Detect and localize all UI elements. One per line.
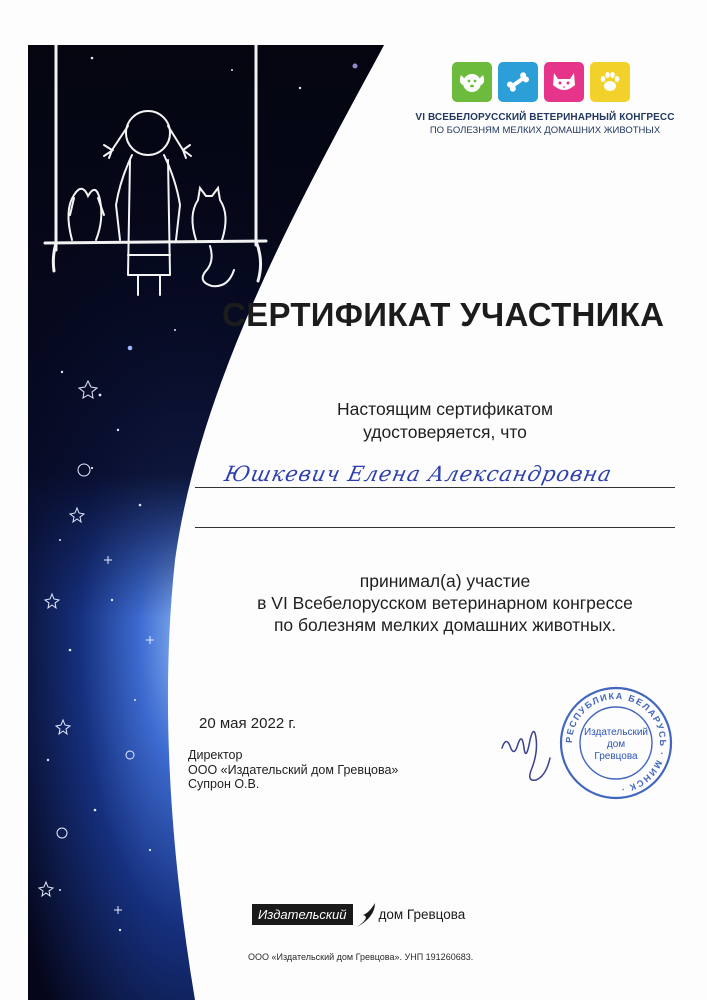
director-block — [188, 748, 398, 792]
congress-subtitle: ПО БОЛЕЗНЯМ МЕЛКИХ ДОМАШНИХ ЖИВОТНЫХ — [429, 125, 661, 136]
intro-line-1: Настоящим сертификатом — [337, 399, 553, 419]
official-stamp — [556, 683, 676, 803]
participation-line-3: по болезням мелких домашних животных. — [273, 615, 617, 635]
recipient-name: Юшкевич Елена Александровна — [222, 462, 615, 486]
publisher-logo — [252, 899, 465, 929]
cat-icon — [549, 69, 579, 95]
participation-line-2: в VI Всебелорусском ветеринарном конгрессе — [257, 593, 633, 613]
publisher-right: дом Гревцова — [378, 906, 466, 922]
bone-logo — [498, 62, 538, 102]
issue-date: 20 мая 2022 г. — [199, 715, 297, 732]
certificate-title: СЕРТИФИКАТ УЧАСТНИКА — [222, 296, 665, 333]
director-name: Супрон О.В. — [188, 777, 260, 791]
congress-logos — [452, 62, 630, 102]
congress-title: VI ВСЕБЕЛОРУССКИЙ ВЕТЕРИНАРНЫЙ КОНГРЕСС — [415, 112, 675, 123]
footer-text: ООО «Издательский дом Гревцова». УНП 191260683. — [248, 952, 474, 962]
bone-icon — [503, 69, 533, 95]
stamp-text-3: Гревцова — [594, 751, 638, 762]
paw-logo — [590, 62, 630, 102]
director-company: ООО «Издательский дом Гревцова» — [188, 762, 399, 777]
name-underline-2 — [195, 527, 675, 528]
quill-mark-icon — [355, 899, 377, 929]
intro-line-2: удостоверяется, что — [363, 422, 527, 442]
director-signature — [496, 718, 556, 788]
participation-line-1: принимал(а) участие — [359, 571, 531, 591]
cat-logo — [544, 62, 584, 102]
paw-icon — [595, 69, 625, 95]
stamp-text-1: Издательский — [583, 727, 649, 738]
publisher-left: Издательский — [252, 904, 353, 925]
dog-icon — [457, 69, 487, 95]
director-title: Директор — [188, 748, 243, 762]
stamp-text-2: дом — [606, 739, 626, 750]
stamp-ring-text: РЕСПУБЛИКА БЕЛАРУСЬ · МИНСК · — [563, 690, 669, 795]
name-underline-1 — [195, 487, 675, 488]
dog-logo — [452, 62, 492, 102]
